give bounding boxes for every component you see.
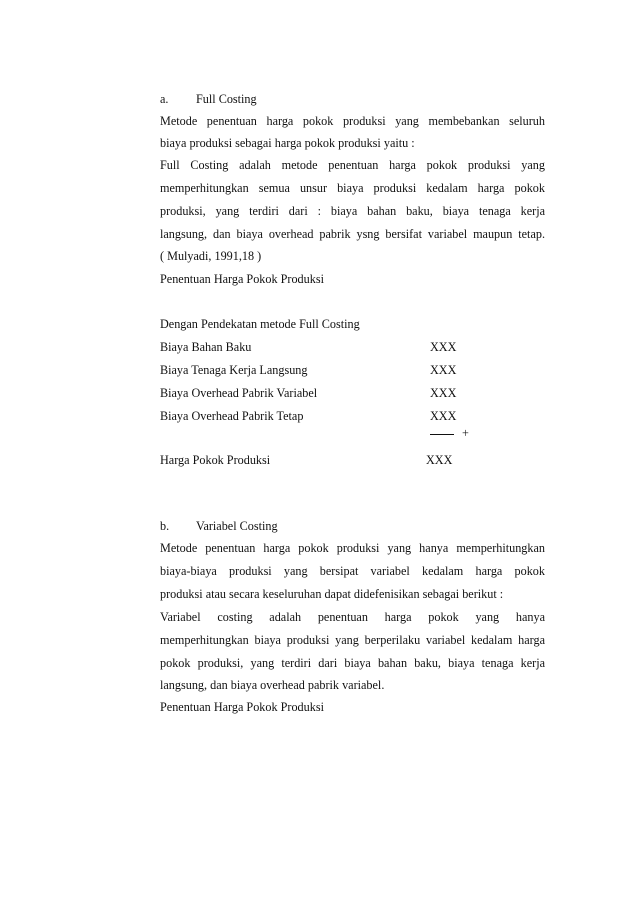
cost-label: Biaya Bahan Baku (160, 340, 252, 354)
paragraph-line: Variabel costing adalah penentuan harga pokok yang hanya (160, 610, 545, 624)
paragraph-line: biaya produksi sebagai harga pokok produksi yaitu : (160, 136, 415, 150)
subheading: Penentuan Harga Pokok Produksi (160, 700, 324, 714)
paragraph-line: langsung, dan biaya overhead pabrik variabel. (160, 678, 385, 692)
paragraph-line: produksi atau secara keseluruhan dapat didefenisikan sebagai berikut : (160, 587, 504, 601)
paragraph-line: Metode penentuan harga pokok produksi yang membebankan seluruh (160, 114, 545, 128)
paragraph-line: memperhitungkan semua unsur biaya produksi kedalam harga pokok (160, 181, 545, 195)
cost-value: XXX (430, 409, 457, 423)
paragraph-line: memperhitungkan biaya produksi yang berperilaku variabel kedalam harga (160, 633, 545, 647)
section-a-title: Full Costing (196, 92, 257, 106)
section-a-heading (160, 92, 545, 107)
cost-value: XXX (430, 386, 457, 400)
paragraph-line: produksi, yang terdiri dari : biaya bahan baku, biaya tenaga kerja (160, 204, 545, 218)
paragraph-line: pokok produksi, yang terdiri dari biaya bahan baku, biaya tenaga kerja (160, 656, 545, 670)
paragraph-line: biaya-biaya produksi yang bersipat variabel kedalam harga pokok (160, 564, 545, 578)
section-b-title: Variabel Costing (196, 519, 278, 533)
cost-label: Biaya Tenaga Kerja Langsung (160, 363, 308, 377)
cost-label: Biaya Overhead Pabrik Variabel (160, 386, 318, 400)
subheading: Penentuan Harga Pokok Produksi (160, 272, 324, 286)
total-label: Harga Pokok Produksi (160, 453, 271, 467)
plus-sign: + (462, 426, 469, 440)
paragraph-line: langsung, dan biaya overhead pabrik ysng bersifat variabel maupun tetap. (160, 227, 545, 241)
sum-underline (430, 434, 454, 435)
cost-label: Biaya Overhead Pabrik Tetap (160, 409, 304, 423)
section-b-marker: b. (160, 519, 170, 533)
paragraph-line: Metode penentuan harga pokok produksi yang hanya memperhitungkan (160, 541, 545, 555)
table-title: Dengan Pendekatan metode Full Costing (160, 317, 360, 331)
cost-value: XXX (430, 340, 457, 354)
cost-value: XXX (430, 363, 457, 377)
paragraph-line: Full Costing adalah metode penentuan harga pokok produksi yang (160, 158, 545, 172)
section-b-heading (160, 519, 545, 534)
citation: ( Mulyadi, 1991,18 ) (160, 249, 262, 263)
total-value: XXX (426, 453, 453, 467)
section-a-marker: a. (160, 92, 169, 106)
